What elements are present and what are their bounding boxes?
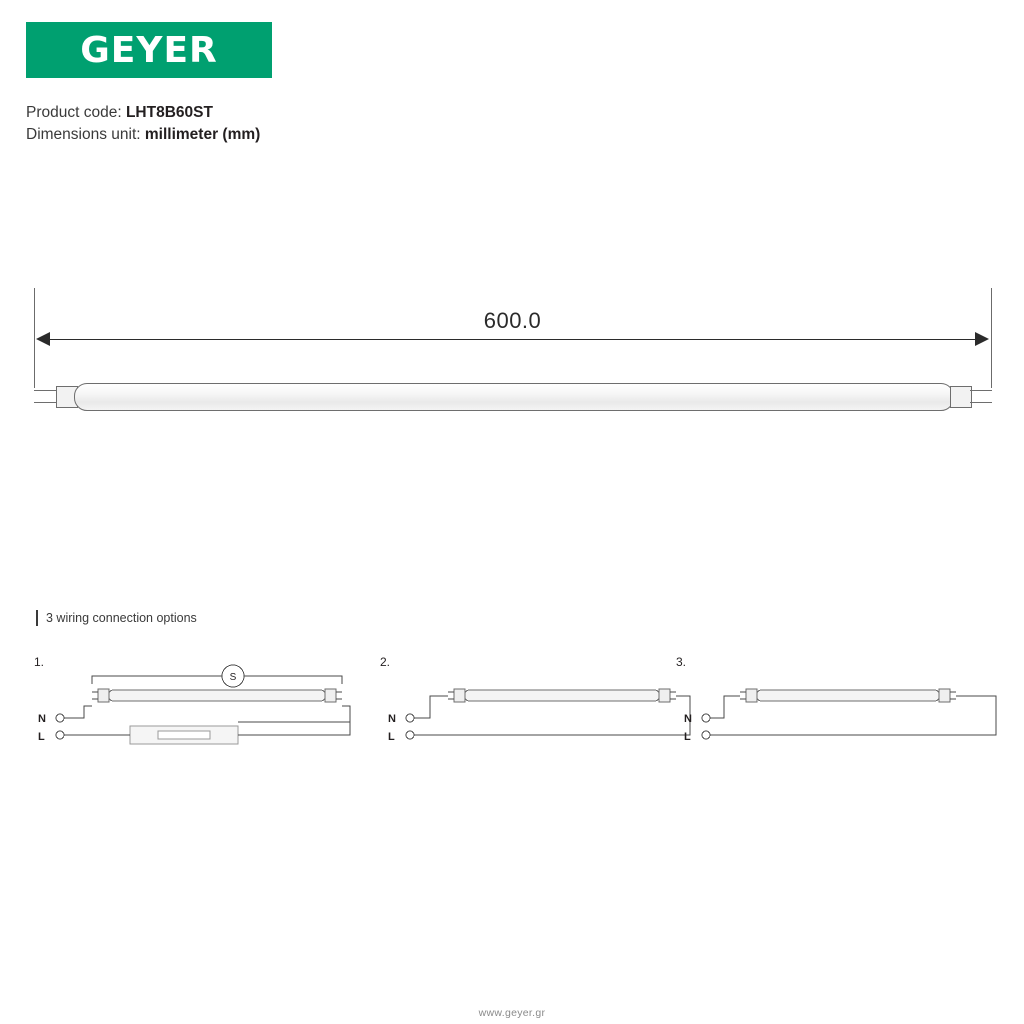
option1-terminal-l-dot [56,731,64,739]
option1-tube [92,689,342,702]
wiring-option-1 [38,665,350,744]
dimension-length-label: 600.0 [483,308,542,333]
product-code-value: LHT8B60ST [125,104,213,121]
option2-terminal-l-label: L [388,731,395,743]
option3-tube [740,689,956,702]
option3-terminal-l-dot [702,731,710,739]
option2-terminal-n-dot [406,714,414,722]
option1-terminal-n-label: N [38,713,46,725]
brand-logo-text: GEYER [80,29,218,71]
option1-terminal-l-label: L [38,731,45,743]
option2-n-wire [414,696,448,718]
wiring-section-title: 3 wiring connection options [36,610,197,626]
wiring-option-2 [388,689,690,743]
option1-terminal-n-dot [56,714,64,722]
product-code-label: Product code: [26,104,122,121]
option3-terminal-n-label: N [684,713,692,725]
footer-website: www.geyer.gr [478,1007,546,1019]
wiring-option-1-number: 1. [34,655,45,669]
option3-n-wire [710,696,740,718]
wiring-option-3 [684,689,996,743]
option1-n-wire [64,706,92,718]
option3-terminal-l-label: L [684,731,691,743]
option1-ballast [122,726,246,744]
option3-terminal-n-dot [702,714,710,722]
option1-starter [92,665,342,687]
dimensions-unit-value: millimeter (mm) [144,126,261,143]
option2-tube [448,689,676,702]
option2-terminal-l-dot [406,731,414,739]
option1-right-wire [238,706,350,722]
dimensions-unit-label: Dimensions unit: [26,126,141,143]
option2-terminal-n-label: N [388,713,396,725]
wiring-option-3-number: 3. [676,655,687,669]
option1-starter-label: S [229,672,237,683]
wiring-option-2-number: 2. [380,655,391,669]
